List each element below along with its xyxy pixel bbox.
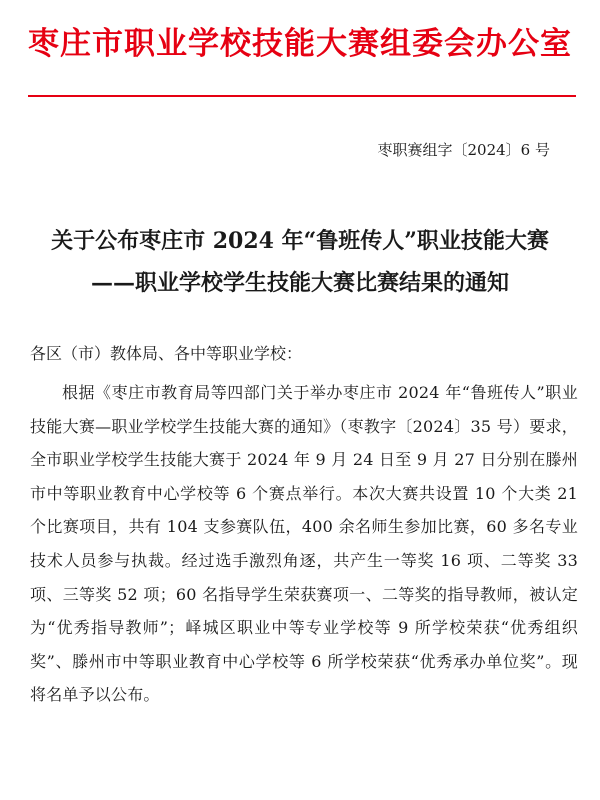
notice-title-line-1: 关于公布枣庄市 2024 年“鲁班传人”职业技能大赛 [51, 228, 549, 254]
red-header-rule [28, 95, 576, 97]
body-paragraph: 根据《枣庄市教育局等四部门关于举办枣庄市 2024 年“鲁班传人”职业技能大赛—职业学校学生技能大赛的通知》（枣教字〔2024〕35 号）要求，全市职业学校学生技能大赛于 2024 年 9 月 24 日至 9 月 27 日分别在滕州市中等职业教育中心学校等 6 个赛点举行。本次大赛共设置 10 个大类 21 个比赛项目，共有 104 支参赛队伍，400 余名师生参加比赛，60 多名专业技术人员参与执裁。经过选手激烈角逐，共产生一等奖 16 项、二等奖 33 项、三等奖 52 项；60 名指导学生荣获赛项一、二等奖的指导教师，被认定为“优秀指导教师”；峄城区职业中等专业学校等 9 所学校荣获“优秀组织奖”、滕州市中等职业教育中心学校等 6 所学校荣获“优秀承办单位奖”。现将名单予以公布。 [30, 383, 578, 705]
document-number: 枣职赛组字〔2024〕6 号 [377, 141, 550, 159]
salutation: 各区（市）教体局、各中等职业学校： [30, 344, 303, 363]
notice-title-line-2: ——职业学校学生技能大赛比赛结果的通知 [90, 270, 509, 296]
issuing-office-title: 枣庄市职业学校技能大赛组委会办公室 [28, 26, 572, 62]
